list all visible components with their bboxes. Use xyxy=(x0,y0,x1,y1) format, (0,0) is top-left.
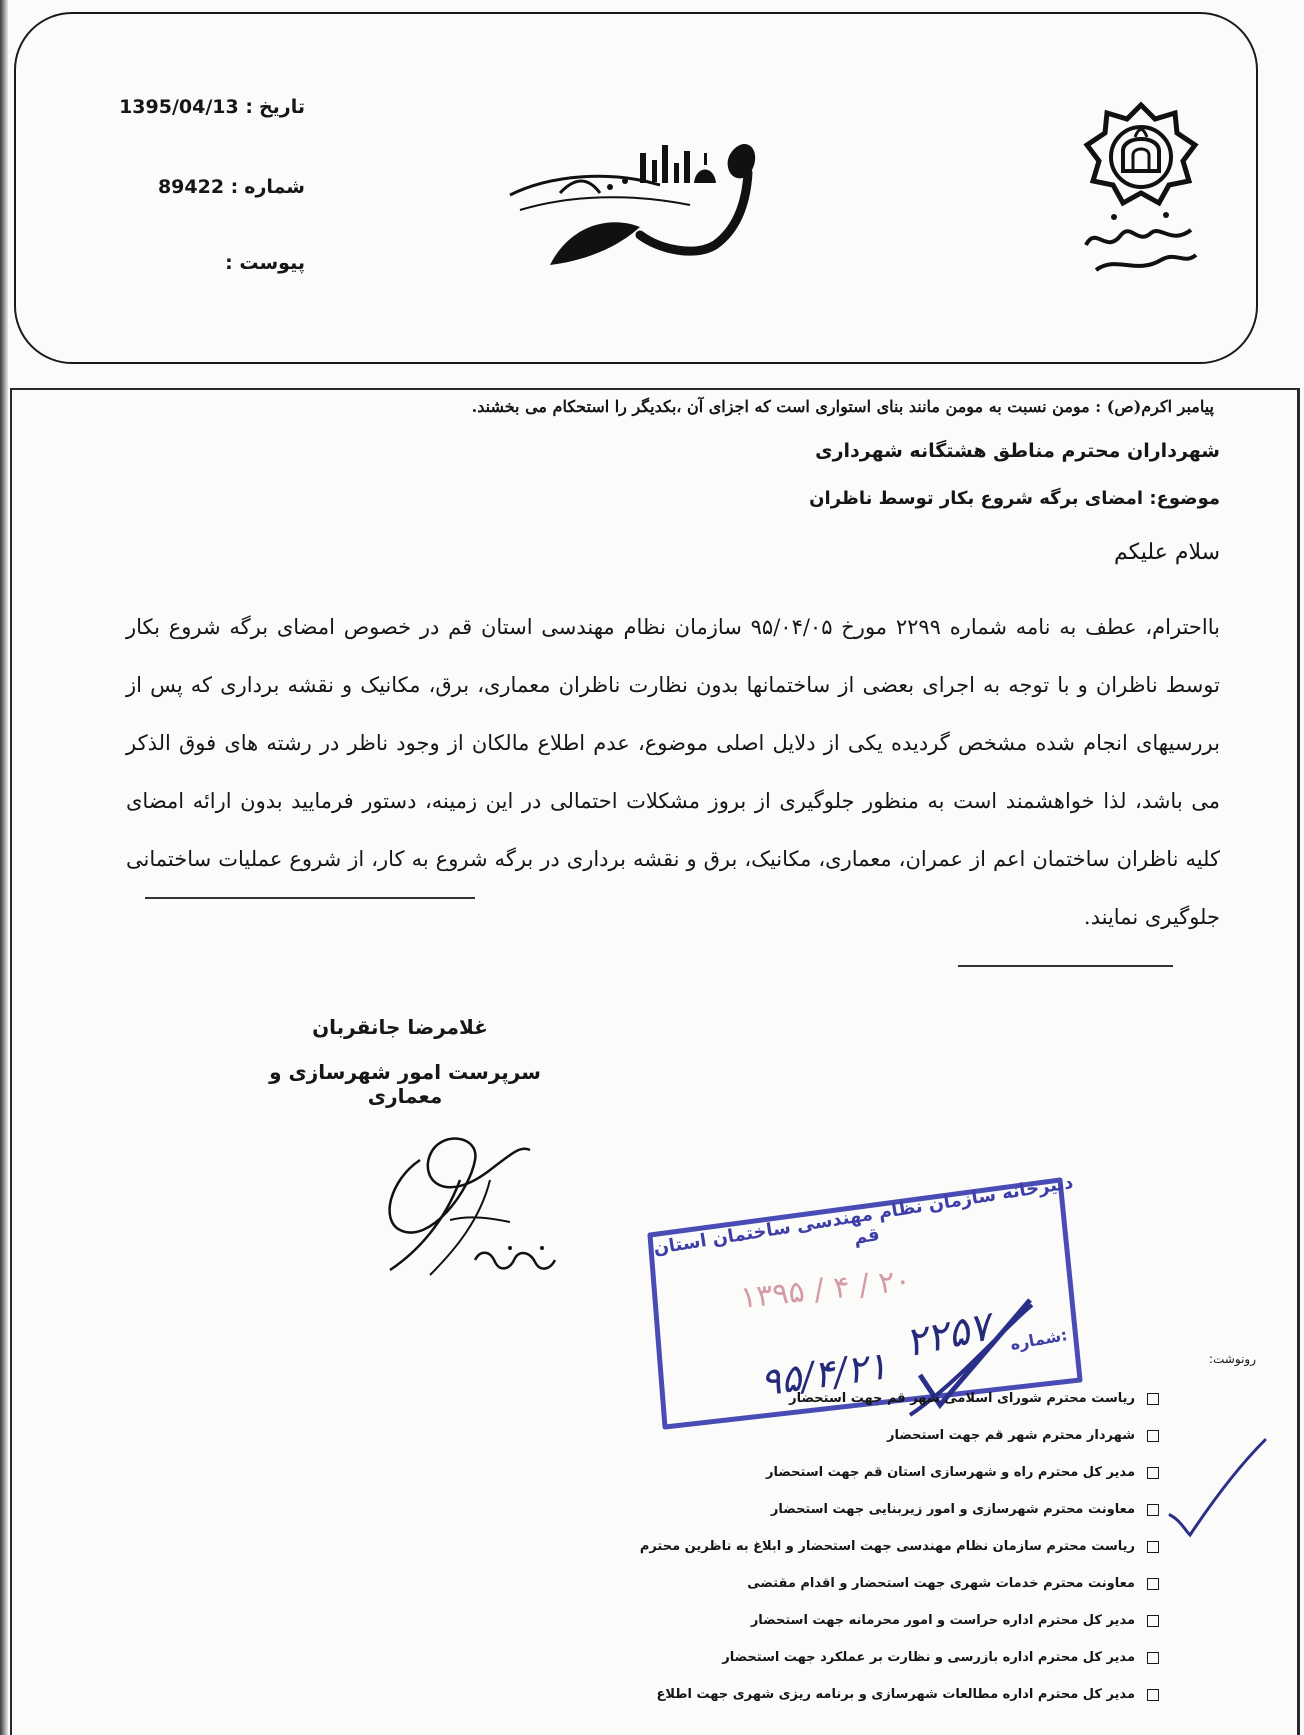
cc-item xyxy=(459,1491,1159,1528)
number-label: شماره xyxy=(244,176,305,198)
cc-item-text: مدیر کل محترم اداره مطالعات شهرسازی و برنامه ریزی شهری جهت اطلاع xyxy=(656,1687,1135,1702)
cc-item-text: ریاست محترم شورای اسلامی شهر قم جهت استحضار xyxy=(789,1391,1135,1406)
hadith-quote: پیامبر اکرم(ص) : مومن نسبت به مومن مانند بنای استواری است که اجزای آن ،بکدیگر را استحکام می بخشند. xyxy=(471,397,1214,416)
cc-item-text: معاونت محترم خدمات شهری جهت استحضار و اقدام مقتضی xyxy=(747,1576,1135,1591)
checkbox-icon xyxy=(1147,1467,1159,1479)
checkbox-icon xyxy=(1147,1430,1159,1442)
underline-mark xyxy=(145,897,475,899)
signatory-title: سرپرست امور شهرسازی و معماری xyxy=(269,1060,541,1108)
handwritten-signature xyxy=(360,1110,570,1290)
recipient: شهرداران محترم مناطق هشتگانه شهرداری xyxy=(815,440,1220,462)
checkmark-icon xyxy=(1160,1435,1270,1555)
cc-list xyxy=(459,1380,1159,1713)
stamp-date: ۱۳۹۵ / ۴ / ۲۰ xyxy=(738,1263,913,1316)
number-value: 89422 xyxy=(157,176,225,198)
stamp-title: دبیرخانه سازمان نظام مهندسی ساختمان استان قم xyxy=(652,1172,1075,1260)
cc-item xyxy=(459,1380,1159,1417)
greeting: سلام علیکم xyxy=(1113,540,1220,565)
cc-item xyxy=(459,1676,1159,1713)
cc-item xyxy=(459,1454,1159,1491)
stamp-number-label: شماره: xyxy=(1008,1325,1069,1354)
cc-item-text: مدیر کل محترم اداره حراست و امور محرمانه جهت استحضار xyxy=(750,1613,1135,1628)
checkbox-icon xyxy=(1147,1578,1159,1590)
subject-text: امضای برگه شروع بکار توسط ناظران xyxy=(809,488,1144,509)
cc-item xyxy=(459,1417,1159,1454)
scan-edge xyxy=(0,0,8,1735)
cc-label: رونوشت: xyxy=(1208,1352,1256,1366)
attachment-field xyxy=(95,252,305,274)
date-field: تاریخ: 1395/04/13 xyxy=(119,96,305,118)
cc-item-text: معاونت محترم شهرسازی و امور زیربنایی جهت استحضار xyxy=(770,1502,1135,1517)
attachment-label: پیوست : xyxy=(225,252,305,274)
cc-item xyxy=(459,1639,1159,1676)
qom-calligraphy-logo xyxy=(490,115,780,285)
stamp-handwritten-date: ۹۵/۴/۲۱ xyxy=(757,1343,891,1405)
underline-mark xyxy=(958,965,1173,967)
cc-item-text: ریاست محترم سازمان نظام مهندسی جهت استحضار و ابلاغ به ناظرین محترم xyxy=(639,1539,1135,1554)
subject-line xyxy=(809,488,1220,509)
date-label: تاریخ xyxy=(258,96,305,118)
checkbox-icon xyxy=(1147,1689,1159,1701)
cc-item xyxy=(459,1602,1159,1639)
checkbox-icon xyxy=(1147,1504,1159,1516)
cc-item xyxy=(459,1528,1159,1565)
checkbox-icon xyxy=(1147,1615,1159,1627)
letter-body-text: بااحترام، عطف به نامه شماره ۲۲۹۹ مورخ ۹۵/۰۴/۰۵ سازمان نظام مهندسی استان قم در خصوص امضای برگه شروع بکار توسط ناظران و با توجه به اجرای بعضی از ساختمانها بدون نظارت ناظران معماری، برق، مکانیک و نقشه برداری که پس از بررسیهای انجام شده مشخص گردیده یکی از دلایل اصلی موضوع، عدم اطلاع مالکان از وجود ناظر در رشته های فوق الذکر می باشد، لذا خواهشمند است به منظور جلوگیری از بروز مشکلات احتمالی در این زمینه، دستور فرمایید بدون ارائه امضای کلیه ناظران ساختمان اعم از عمران، معماری، مکانیک، برق و نقشه برداری در برگه شروع به کار، از شروع عملیات ساختمانی جلوگیری نمایند. xyxy=(126,615,1220,929)
cc-item-text: مدیر کل محترم راه و شهرسازی استان قم جهت استحضار xyxy=(765,1465,1135,1480)
checkbox-icon xyxy=(1147,1541,1159,1553)
signatory-name: غلامرضا جانقربان xyxy=(312,1015,488,1039)
cc-item xyxy=(459,1565,1159,1602)
checkbox-icon xyxy=(1147,1652,1159,1664)
subject-label: موضوع: xyxy=(1149,488,1220,509)
date-value: 1395/04/13 xyxy=(119,96,239,118)
cc-item-text: شهردار محترم شهر قم جهت استحضار xyxy=(887,1428,1135,1443)
qom-municipality-emblem xyxy=(1066,95,1216,295)
stamp-handwritten-number: ۲۲۵۷ xyxy=(901,1303,995,1367)
number-field: شماره: 89422 xyxy=(157,176,305,198)
cc-item-text: مدیر کل محترم اداره بازرسی و نظارت بر عملکرد جهت استحضار xyxy=(722,1650,1135,1665)
checkbox-icon xyxy=(1147,1393,1159,1405)
